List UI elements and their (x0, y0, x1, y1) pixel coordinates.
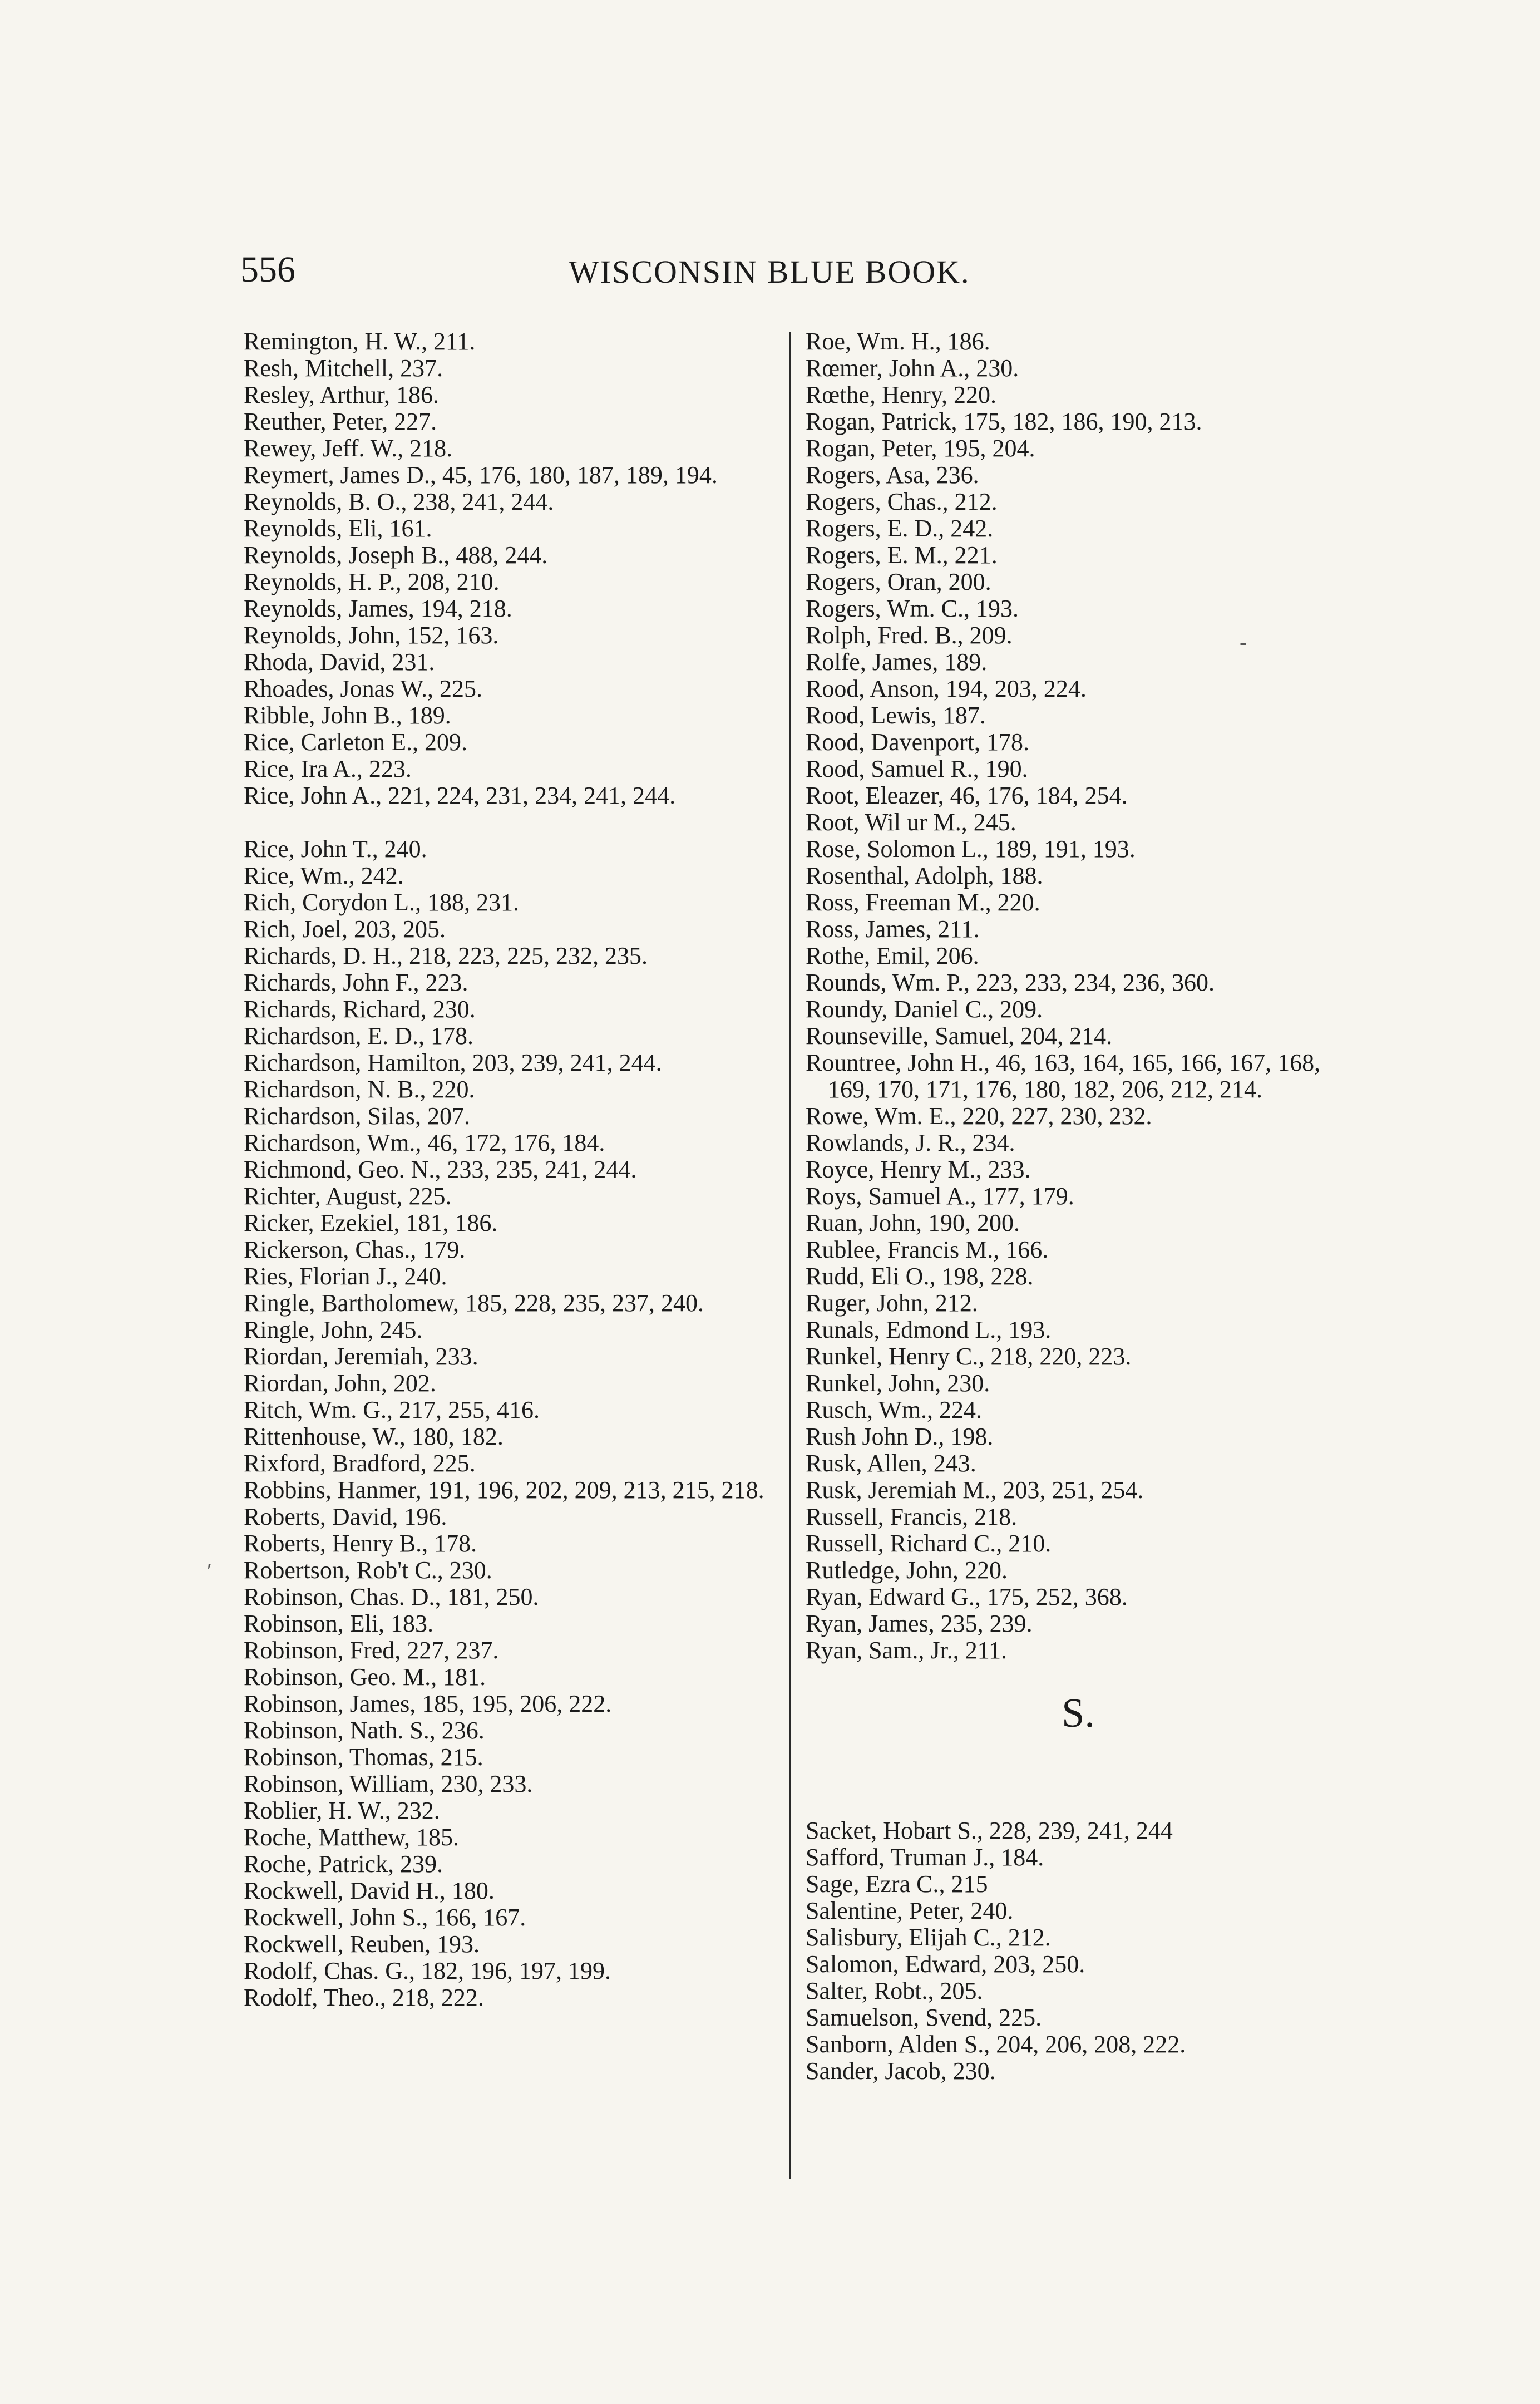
index-entry: Rutledge, John, 220. (806, 1556, 1008, 1584)
index-entry: Royce, Henry M., 233. (806, 1156, 1031, 1183)
index-entry: Rogers, Chas., 212. (806, 488, 998, 515)
index-entry: Rice, Carleton E., 209. (244, 728, 468, 756)
index-entry: Ricker, Ezekiel, 181, 186. (244, 1209, 498, 1237)
index-entry: Reynolds, B. O., 238, 241, 244. (244, 488, 554, 515)
index-entry: Richardson, N. B., 220. (244, 1076, 475, 1103)
index-entry: Rounseville, Samuel, 204, 214. (806, 1022, 1113, 1050)
index-entry: Rountree, John H., 46, 163, 164, 165, 166, 167, 168, 169, 170, 171, 176, 180, 182, 206, 212, 214. (806, 1049, 1321, 1103)
index-entry: Rogers, Asa, 236. (806, 461, 979, 489)
index-entry: Richardson, Hamilton, 203, 239, 241, 244. (244, 1049, 662, 1076)
index-entry: Safford, Truman J., 184. (806, 1844, 1044, 1871)
index-entry: Rœthe, Henry, 220. (806, 381, 996, 408)
index-entry: Rood, Lewis, 187. (806, 702, 986, 729)
index-entry: Richards, Richard, 230. (244, 996, 476, 1023)
index-entry: Robinson, James, 185, 195, 206, 222. (244, 1690, 612, 1717)
index-entry: Reuther, Peter, 227. (244, 408, 437, 435)
index-entry: Rose, Solomon L., 189, 191, 193. (806, 835, 1136, 863)
index-entry: Rixford, Bradford, 225. (244, 1450, 476, 1477)
index-entry: Ryan, Edward G., 175, 252, 368. (806, 1583, 1128, 1610)
index-entry: Resley, Arthur, 186. (244, 381, 440, 408)
index-entry: Richter, August, 225. (244, 1183, 452, 1210)
index-entry: Richmond, Geo. N., 233, 235, 241, 244. (244, 1156, 637, 1183)
index-entry: Robinson, Nath. S., 236. (244, 1717, 485, 1744)
index-entry: Runkel, Henry C., 218, 220, 223. (806, 1343, 1132, 1370)
index-entry: Rhoda, David, 231. (244, 648, 435, 676)
index-entry: Robinson, Eli, 183. (244, 1610, 434, 1637)
index-entry: Rowlands, J. R., 234. (806, 1129, 1015, 1156)
index-entry: Robinson, Geo. M., 181. (244, 1663, 486, 1691)
index-entry: Runals, Edmond L., 193. (806, 1316, 1052, 1343)
index-entry: Roys, Samuel A., 177, 179. (806, 1183, 1074, 1210)
right-index-column (806, 328, 1351, 2085)
index-entry: Reymert, James D., 45, 176, 180, 187, 189, 194. (244, 461, 718, 489)
index-entry: Robinson, Fred, 227, 237. (244, 1637, 499, 1664)
index-entry: Rogers, E. M., 221. (806, 541, 998, 569)
index-entry: Roberts, David, 196. (244, 1503, 447, 1530)
index-entry: Russell, Francis, 218. (806, 1503, 1018, 1530)
index-entry: Rothe, Emil, 206. (806, 942, 979, 969)
index-entry: Rolph, Fred. B., 209. (806, 622, 1013, 649)
index-entry: Rood, Davenport, 178. (806, 728, 1030, 756)
index-entry: Salisbury, Elijah C., 212. (806, 1924, 1051, 1951)
index-entry: Richardson, Wm., 46, 172, 176, 184. (244, 1129, 605, 1156)
index-entry: Sage, Ezra C., 215 (806, 1870, 988, 1898)
index-entry: Rice, John T., 240. (244, 835, 427, 863)
column-divider-rule (789, 332, 791, 2179)
index-entry: Rogan, Peter, 195, 204. (806, 435, 1035, 462)
index-entry: Robinson, Thomas, 215. (244, 1743, 483, 1771)
index-entry: Richards, John F., 223. (244, 969, 468, 996)
index-entry: Rudd, Eli O., 198, 228. (806, 1263, 1034, 1290)
index-entry: Ross, James, 211. (806, 915, 980, 943)
index-entry: Roblier, H. W., 232. (244, 1797, 440, 1824)
index-entry: Rodolf, Theo., 218, 222. (244, 1984, 484, 2011)
index-entry: Sacket, Hobart S., 228, 239, 241, 244 (806, 1817, 1173, 1844)
index-entry: Rood, Anson, 194, 203, 224. (806, 675, 1087, 702)
left-index-column (244, 328, 778, 2011)
index-entry: Rogers, Wm. C., 193. (806, 595, 1019, 622)
index-entry: Root, Wil ur M., 245. (806, 809, 1016, 836)
index-entry: Reynolds, James, 194, 218. (244, 595, 512, 622)
index-entry: Samuelson, Svend, 225. (806, 2004, 1042, 2031)
index-entry: Rockwell, John S., 166, 167. (244, 1904, 526, 1931)
index-entry: Remington, H. W., 211. (244, 328, 476, 355)
index-entry: Roche, Matthew, 185. (244, 1824, 459, 1851)
index-entry: Robbins, Hanmer, 191, 196, 202, 209, 213, 215, 218. (244, 1476, 764, 1504)
index-entry: Rice, Wm., 242. (244, 862, 404, 889)
index-entry: Rockwell, David H., 180. (244, 1877, 495, 1904)
index-entry: Rusk, Jeremiah M., 203, 251, 254. (806, 1476, 1144, 1504)
index-entry: Rogers, E. D., 242. (806, 515, 994, 542)
index-entry: Rublee, Francis M., 166. (806, 1236, 1049, 1263)
index-entry: Sanborn, Alden S., 204, 206, 208, 222. (806, 2031, 1186, 2058)
index-entry: Reynolds, John, 152, 163. (244, 622, 499, 649)
index-entry: Robertson, Rob't C., 230. (244, 1556, 492, 1584)
index-entry: Robinson, Chas. D., 181, 250. (244, 1583, 539, 1610)
index-entry: Ries, Florian J., 240. (244, 1263, 447, 1290)
index-entry: Rush John D., 198. (806, 1423, 994, 1450)
index-entry: Salter, Robt., 205. (806, 1977, 983, 2004)
index-entry: Roche, Patrick, 239. (244, 1850, 443, 1878)
index-entry: Rittenhouse, W., 180, 182. (244, 1423, 504, 1450)
index-entry: Salentine, Peter, 240. (806, 1897, 1014, 1924)
index-entry: Roe, Wm. H., 186. (806, 328, 990, 355)
index-entry: Rich, Joel, 203, 205. (244, 915, 446, 943)
margin-mark: ′ (207, 1559, 212, 1584)
index-entry: Rogers, Oran, 200. (806, 568, 991, 595)
index-entry: Richardson, Silas, 207. (244, 1102, 470, 1130)
blank-line (244, 809, 778, 836)
index-entry: Reynolds, Joseph B., 488, 244. (244, 541, 548, 569)
index-entry: Ruan, John, 190, 200. (806, 1209, 1020, 1237)
index-entry: Rickerson, Chas., 179. (244, 1236, 466, 1263)
page-number: 556 (240, 249, 295, 290)
index-entry: Resh, Mitchell, 237. (244, 354, 443, 382)
margin-mark: - (1240, 629, 1247, 654)
index-entry: Rosenthal, Adolph, 188. (806, 862, 1043, 889)
index-entry: Salomon, Edward, 203, 250. (806, 1950, 1085, 1978)
index-entry: Runkel, John, 230. (806, 1370, 990, 1397)
index-entry: Russell, Richard C., 210. (806, 1530, 1052, 1557)
index-entry: Roundy, Daniel C., 209. (806, 996, 1043, 1023)
index-entry: Riordan, Jeremiah, 233. (244, 1343, 478, 1370)
index-entry: Root, Eleazer, 46, 176, 184, 254. (806, 782, 1128, 809)
index-entry: Rolfe, James, 189. (806, 648, 988, 676)
index-entry: Sander, Jacob, 230. (806, 2057, 996, 2085)
index-entry: Ryan, Sam., Jr., 211. (806, 1637, 1008, 1664)
index-entry: Roberts, Henry B., 178. (244, 1530, 477, 1557)
index-entry: Rœmer, John A., 230. (806, 354, 1019, 382)
index-entry: Rood, Samuel R., 190. (806, 755, 1028, 782)
index-entry: Rockwell, Reuben, 193. (244, 1930, 480, 1958)
index-entry: Rogan, Patrick, 175, 182, 186, 190, 213. (806, 408, 1202, 435)
running-head-title: WISCONSIN BLUE BOOK. (569, 254, 970, 290)
index-entry: Ritch, Wm. G., 217, 255, 416. (244, 1396, 540, 1423)
index-entry: Riordan, John, 202. (244, 1370, 436, 1397)
index-entry: Rich, Corydon L., 188, 231. (244, 889, 519, 916)
index-entry: Rhoades, Jonas W., 225. (244, 675, 482, 702)
index-entry: Ringle, Bartholomew, 185, 228, 235, 237, 240. (244, 1289, 704, 1317)
index-entry: Ross, Freeman M., 220. (806, 889, 1040, 916)
index-entry: Rounds, Wm. P., 223, 233, 234, 236, 360. (806, 969, 1215, 996)
index-entry: Reynolds, H. P., 208, 210. (244, 568, 500, 595)
index-entry: Rice, John A., 221, 224, 231, 234, 241, 244. (244, 782, 676, 809)
section-heading-s: S. (1062, 1691, 1095, 1736)
index-entry: Ribble, John B., 189. (244, 702, 451, 729)
index-entry: Rice, Ira A., 223. (244, 755, 412, 782)
index-entry: Ryan, James, 235, 239. (806, 1610, 1033, 1637)
index-entry: Ringle, John, 245. (244, 1316, 423, 1343)
index-entry: Ruger, John, 212. (806, 1289, 978, 1317)
index-entry: Richardson, E. D., 178. (244, 1022, 474, 1050)
index-entry: Rowe, Wm. E., 220, 227, 230, 232. (806, 1102, 1152, 1130)
index-entry: Reynolds, Eli, 161. (244, 515, 432, 542)
index-entry: Rodolf, Chas. G., 182, 196, 197, 199. (244, 1957, 611, 1984)
index-entry: Rusk, Allen, 243. (806, 1450, 976, 1477)
index-entry: Rewey, Jeff. W., 218. (244, 435, 453, 462)
index-entry: Richards, D. H., 218, 223, 225, 232, 235. (244, 942, 648, 969)
index-entry: Rusch, Wm., 224. (806, 1396, 982, 1423)
index-entry: Robinson, William, 230, 233. (244, 1770, 533, 1797)
